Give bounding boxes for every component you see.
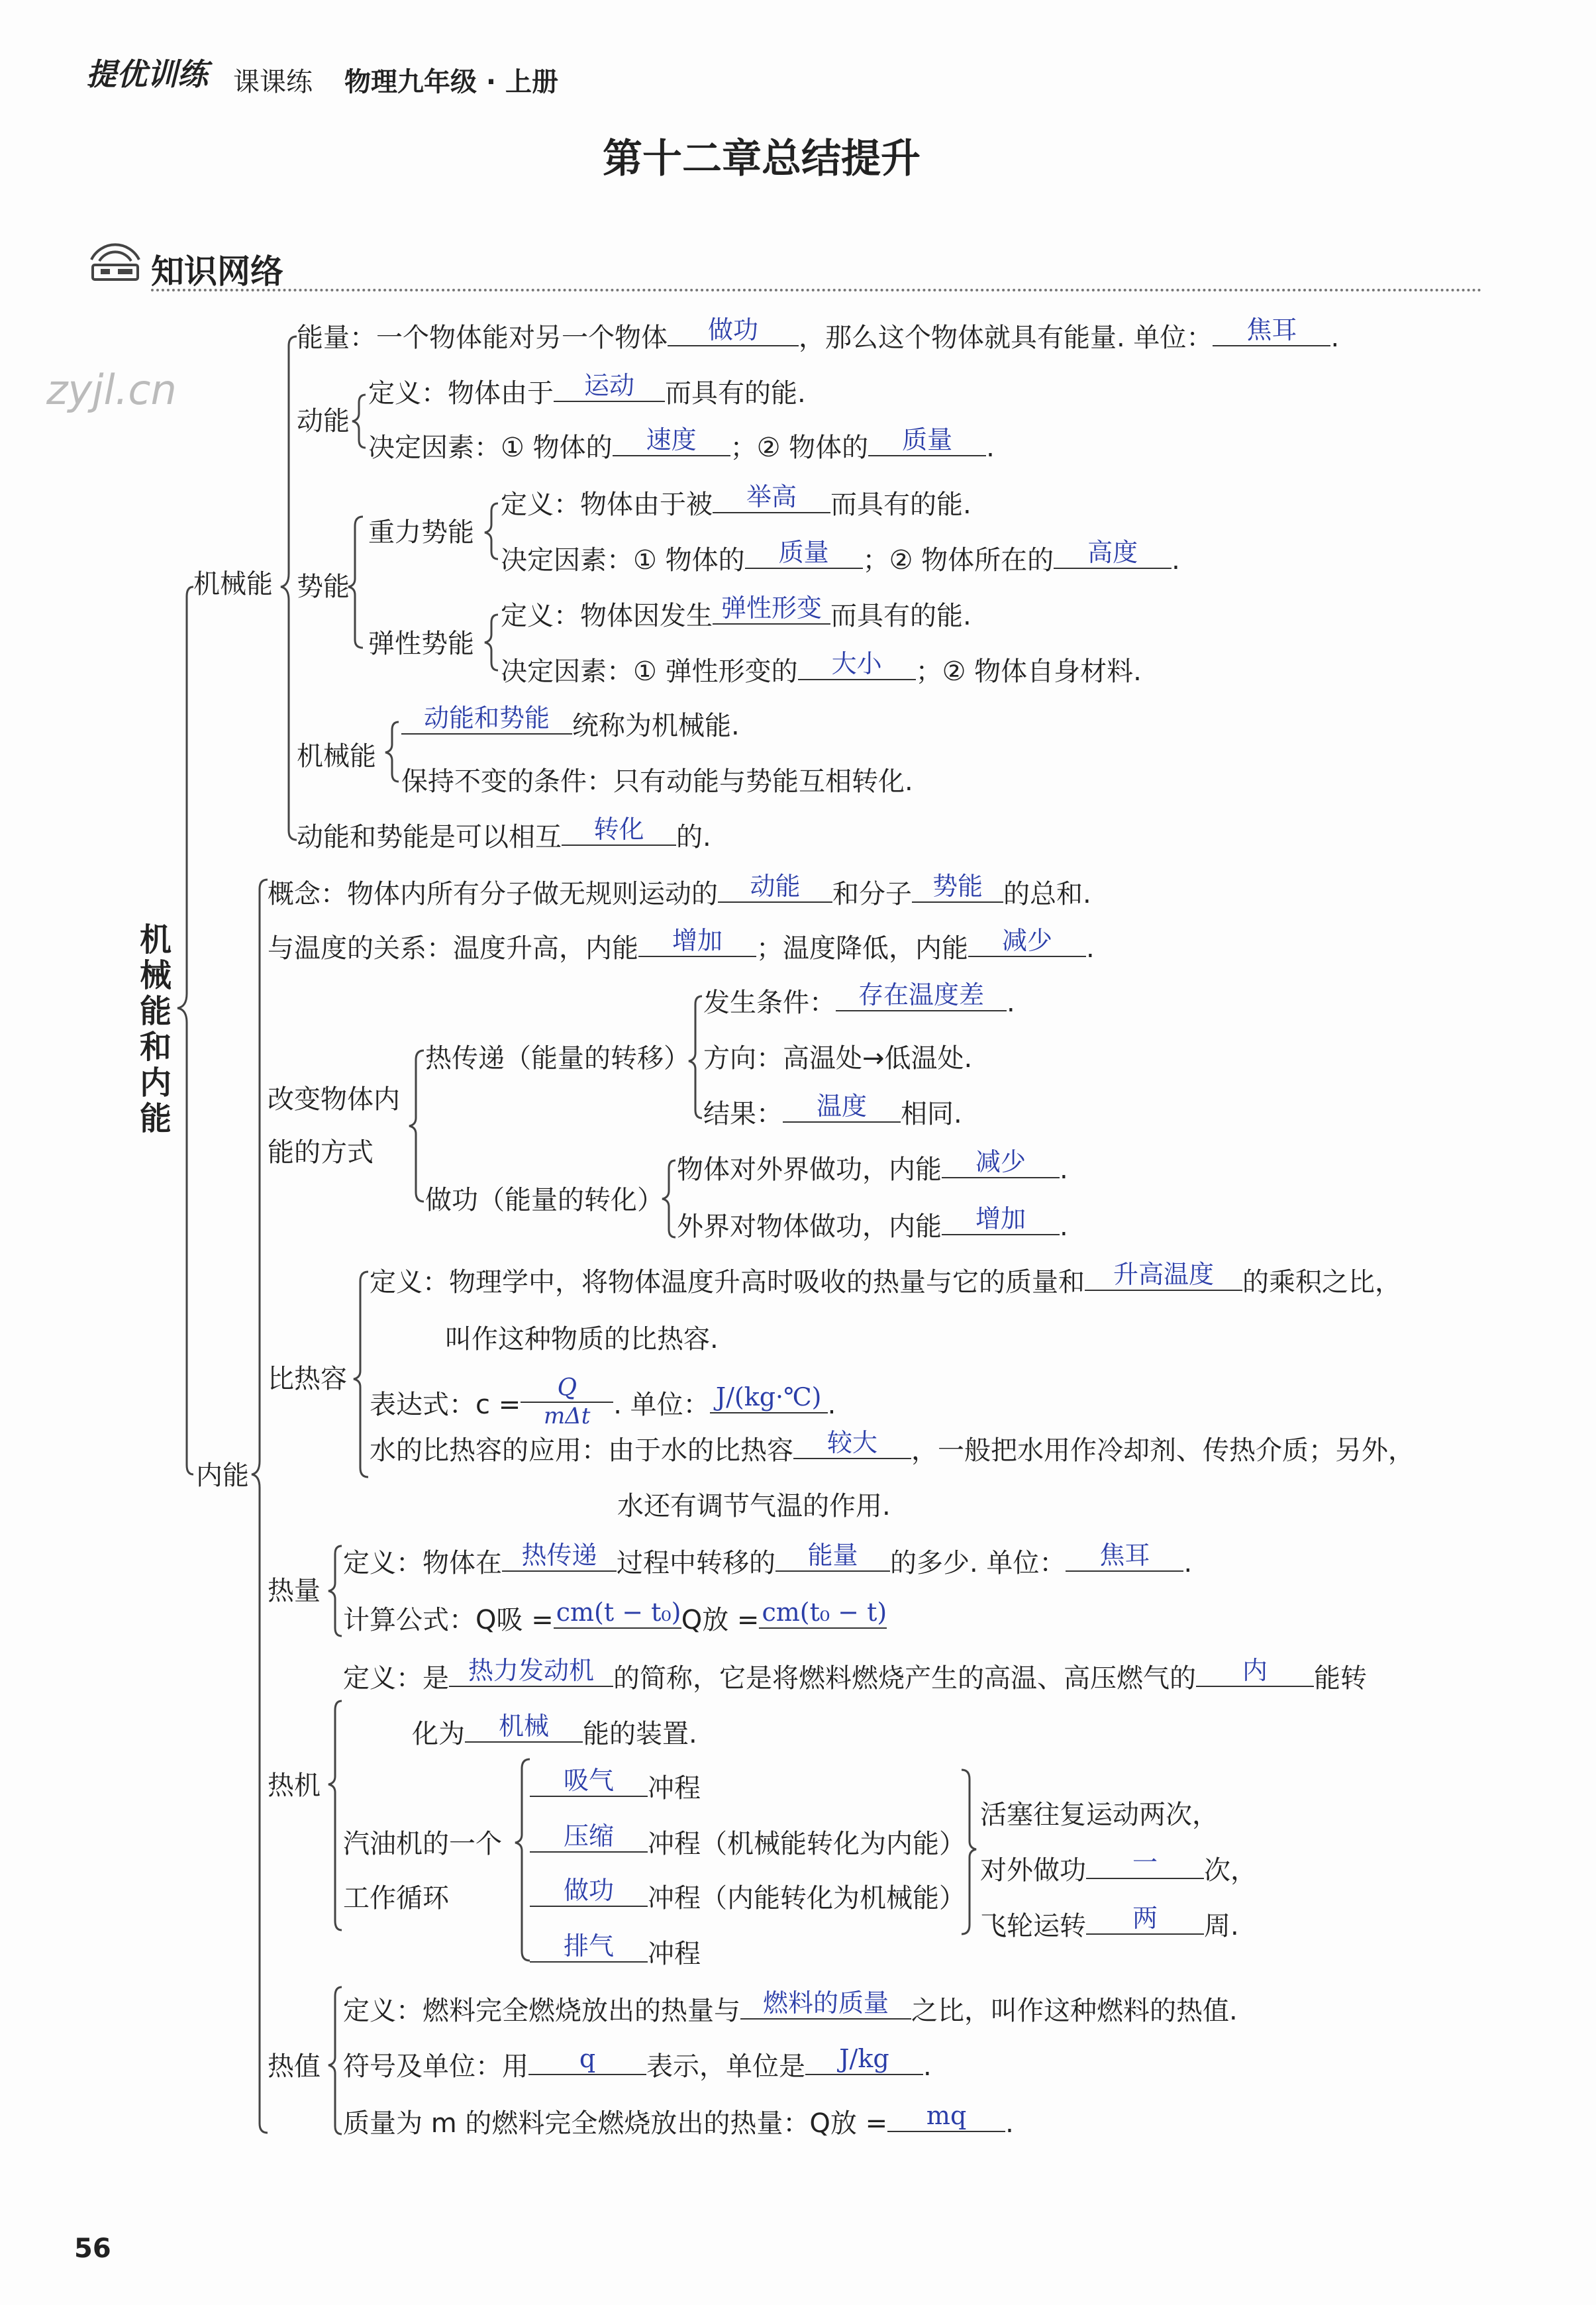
- shc-fraction: $\frac{Q}{\text{mΔt}}$: [521, 1375, 613, 1429]
- stroke-intake: 吸气 冲程: [530, 1772, 701, 1805]
- blank-q-release: cm(t₀ − t): [759, 1597, 887, 1629]
- heat-qty-label: 热量: [268, 1576, 321, 1606]
- blank-heat-result: 温度: [783, 1091, 901, 1123]
- shc-expr: 表达式：c = $\frac{Q}{\text{mΔt}}$ . 单位： J/(kg·℃) .: [370, 1374, 836, 1429]
- blank-stroke-4: 排气: [530, 1931, 648, 1963]
- elastic-label: 弹性势能: [368, 629, 474, 659]
- blank-fuel-symbol: q: [528, 2043, 646, 2075]
- fuel-label: 热值: [268, 2051, 321, 2082]
- blank-stroke-2: 压缩: [530, 1821, 648, 1853]
- heat-transfer-dir: 方向：高温处→低温处.: [703, 1043, 973, 1074]
- engine-label: 热机: [268, 1770, 321, 1801]
- blank-kinetic-def: 运动: [554, 370, 665, 402]
- shc-app-2: 水还有调节气温的作用.: [617, 1491, 891, 1521]
- blank-fuel-release: mq: [887, 2100, 1005, 2132]
- blank-work-in: 增加: [942, 1204, 1060, 1235]
- subject-label: 物理九年级 · 上册: [344, 67, 559, 97]
- cycle-label-2: 工作循环: [343, 1883, 449, 1914]
- page-title: 第十二章总结提升: [603, 136, 921, 182]
- work-in: 外界对物体做功，内能 增加 .: [677, 1204, 1068, 1242]
- blank-cycle-turns: 两: [1086, 1903, 1204, 1935]
- gravity-def: 定义：物体由于被 举高 而具有的能.: [501, 482, 972, 520]
- blank-elastic-size: 大小: [798, 648, 916, 680]
- shc-label: 比热容: [268, 1364, 347, 1394]
- kinetic-label: 动能: [297, 406, 350, 436]
- blank-work-out: 减少: [942, 1147, 1060, 1178]
- blank-heat-process: 热传递: [502, 1540, 617, 1572]
- stroke-exhaust: 排气 冲程: [530, 1938, 701, 1971]
- shc-def-2: 叫作这种物质的比热容.: [445, 1324, 719, 1355]
- shc-app: 水的比热容的应用：由于水的比热容 较大 ，一般把水用作冷却剂、传热介质；另外，: [370, 1428, 1415, 1466]
- blank-mechanical: 动能和势能: [401, 703, 572, 735]
- blank-fuel-def: 燃料的质量: [740, 1988, 911, 2020]
- engine-def-2: 化为 机械 能的装置.: [412, 1712, 697, 1749]
- fuel-symbol: 符号及单位：用 q 表示，单位是 J/kg .: [343, 2044, 932, 2082]
- blank-engine-mech: 机械: [465, 1711, 583, 1743]
- blank-fuel-unit: J/kg: [805, 2043, 923, 2075]
- gravity-factors: 决定因素：① 物体的 质量 ；② 物体所在的 高度 .: [501, 538, 1180, 576]
- blank-shc-app: 较大: [793, 1427, 911, 1459]
- engine-def: 定义：是 热力发动机 的简称，它是将燃料燃烧产生的高温、高压燃气的 内 能转: [343, 1656, 1367, 1694]
- mechanical-cond: 保持不变的条件：只有动能与势能互相转化.: [401, 766, 913, 797]
- root-topic: 机械能和内能: [139, 921, 172, 1137]
- blank-engine-name: 热力发动机: [449, 1655, 613, 1687]
- fuel-release: 质量为 m 的燃料完全燃烧放出的热量：Q放 = mq .: [343, 2101, 1014, 2139]
- gravity-label: 重力势能: [368, 517, 474, 548]
- stroke-compress: 压缩 冲程（机械能转化为内能）: [530, 1828, 966, 1861]
- change-label-2: 能的方式: [268, 1137, 374, 1168]
- blank-q-absorb: cm(t − t₀): [554, 1597, 681, 1629]
- section-title: 知识网络: [151, 252, 283, 291]
- blank-concept-potential: 势能: [912, 871, 1003, 903]
- series-name: 课课练: [233, 67, 313, 97]
- mechanical-def: 动能和势能 统称为机械能.: [401, 710, 740, 743]
- blank-cycle-work: 一: [1086, 1847, 1204, 1879]
- blank-gravity-height: 高度: [1054, 537, 1172, 569]
- blank-temp-up: 增加: [638, 925, 756, 957]
- stroke-power: 做功 冲程（内能转化为机械能）: [530, 1882, 966, 1915]
- internal-concept: 概念：物体内所有分子做无规则运动的 动能 和分子 势能 的总和.: [268, 872, 1091, 909]
- blank-gravity-mass: 质量: [745, 537, 863, 569]
- mech-label: 机械能: [193, 569, 273, 599]
- blank-stroke-3: 做功: [530, 1875, 648, 1907]
- blank-energy-work: 做功: [668, 315, 799, 346]
- fuel-def: 定义：燃料完全燃烧放出的热量与 燃料的质量 之比，叫作这种燃料的热值.: [343, 1988, 1238, 2026]
- blank-heat-energy: 能量: [775, 1540, 890, 1572]
- blank-gravity-def: 举高: [713, 482, 830, 513]
- heat-transfer-result: 结果： 温度 相同.: [703, 1092, 962, 1129]
- cycle-r1: 活塞往复运动两次，: [980, 1800, 1219, 1830]
- blank-elastic-def: 弹性形变: [713, 593, 830, 625]
- cycle-label-1: 汽油机的一个: [343, 1829, 502, 1859]
- brand-logo: 提优训练: [86, 56, 208, 92]
- page-number: 56: [74, 2233, 111, 2264]
- blank-heat-unit: 焦耳: [1066, 1540, 1183, 1572]
- kinetic-def: 定义：物体由于 运动 而具有的能.: [368, 371, 806, 409]
- blank-kinetic-speed: 速度: [613, 425, 730, 456]
- blank-shc-def: 升高温度: [1085, 1259, 1242, 1291]
- blank-shc-unit: J/(kg·℃): [710, 1382, 828, 1413]
- heat-transfer-label: 热传递（能量的转移）: [425, 1043, 690, 1074]
- heat-transfer-cond: 发生条件： 存在温度差 .: [703, 980, 1015, 1018]
- cycle-r2: 对外做功 一 次，: [980, 1848, 1257, 1886]
- blank-energy-unit: 焦耳: [1213, 315, 1330, 346]
- internal-label: 内能: [196, 1460, 249, 1491]
- blank-convert: 转化: [562, 814, 676, 846]
- elastic-factors: 决定因素：① 弹性形变的 大小 ；② 物体自身材料.: [501, 649, 1142, 687]
- change-label-1: 改变物体内: [268, 1084, 400, 1115]
- potential-label: 势能: [297, 572, 350, 602]
- blank-engine-internal: 内: [1196, 1655, 1314, 1687]
- heat-qty-def: 定义：物体在 热传递 过程中转移的 能量 的多少. 单位： 焦耳 .: [343, 1541, 1193, 1578]
- blank-concept-kinetic: 动能: [718, 871, 832, 903]
- convert-line: 动能和势能是可以相互 转化 的.: [297, 815, 711, 852]
- blank-kinetic-mass: 质量: [868, 425, 986, 456]
- cycle-r3: 飞轮运转 两 周.: [980, 1904, 1239, 1941]
- kinetic-factors: 决定因素：① 物体的 速度 ；② 物体的 质量 .: [368, 425, 995, 463]
- blank-temp-down: 减少: [968, 925, 1086, 957]
- work-label: 做功（能量的转化）: [425, 1185, 664, 1215]
- elastic-def: 定义：物体因发生 弹性形变 而具有的能.: [501, 593, 972, 631]
- energy-line: 能量：一个物体能对另一个物体 做功 ，那么这个物体就具有能量. 单位： 焦耳 .: [297, 315, 1340, 353]
- heat-qty-calc: 计算公式：Q吸 = cm(t − t₀)Q放 = cm(t₀ − t): [343, 1598, 887, 1635]
- mechanical-label: 机械能: [297, 741, 376, 772]
- shc-def: 定义：物理学中，将物体温度升高时吸收的热量与它的质量和 升高温度 的乘积之比，: [370, 1260, 1401, 1298]
- watermark: zyjl.cn: [46, 366, 177, 414]
- blank-stroke-1: 吸气: [530, 1765, 648, 1797]
- blank-heat-cond: 存在温度差: [836, 980, 1007, 1011]
- internal-temp: 与温度的关系：温度升高，内能 增加 ；温度降低，内能 减少 .: [268, 926, 1095, 964]
- work-out: 物体对外界做功，内能 减少 .: [677, 1147, 1068, 1185]
